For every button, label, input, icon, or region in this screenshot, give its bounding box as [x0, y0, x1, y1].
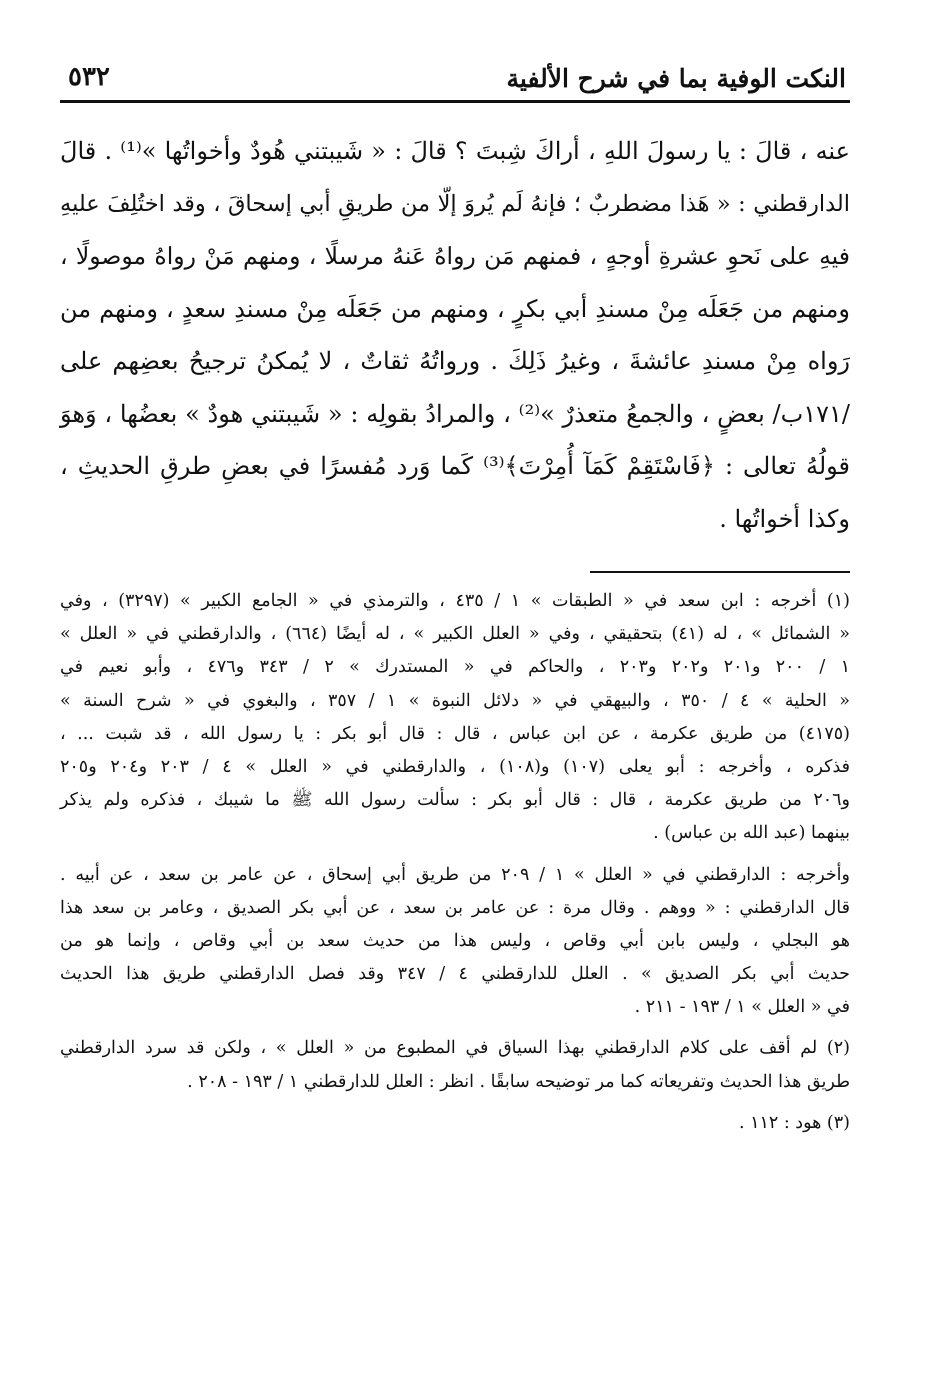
footnote-line: ١ / ٢٠٠ و٢٠١ و٢٠٢ و٢٠٣ ، والحاكم في « المستدرك » ٢ / ٣٤٣ و٤٧٦ ، وأبو نعيم في	[60, 657, 850, 678]
footnote-line: فذكره ، وأخرجه : أبو يعلى (١٠٧) و(١٠٨) ، والدارقطني في « العلل » ٤ / ٢٠٣ و٢٠٤ و٢٠٥	[60, 756, 851, 777]
page-header	[60, 50, 850, 103]
book-page	[60, 50, 850, 1350]
footnote-1-continued	[60, 859, 850, 1025]
footnote-2	[60, 1032, 850, 1098]
footnote-1	[60, 585, 850, 851]
footnote-3	[60, 1107, 850, 1140]
main-text-line: رَواه مِنْ مسندِ عائشةَ ، وغيرُ ذَلِكَ . ورواتُهُ ثقاتٌ ، لا يُمكنُ ترجيحُ بعضِهم على	[60, 347, 850, 375]
footnote-line: (٢) لم أقف على كلام الدارقطني بهذا السياق في المطبوع من « العلل » ، ولكن قد سرد الدارقطني	[60, 1038, 850, 1059]
main-text-line: عنه ، قالَ : يا رسولَ اللهِ ، أراكَ شِبتَ ؟ قالَ : « شَيبتني هُودٌ وأخواتُها »⁽¹⁾ . قالَ	[60, 137, 850, 165]
page-number: ٥٣٢	[68, 62, 110, 92]
footnote-separator	[590, 571, 850, 573]
main-text-line: الدارقطني : « هَذا مضطربٌ ؛ فإنهُ لَم يُروَ إلّا من طريقِ أبي إسحاقَ ، وقد اختُلِفَ عليهِ	[60, 190, 850, 217]
main-text-line: فيهِ على نَحوِ عشرةِ أوجهٍ ، فمنهم مَن رواهُ عَنهُ مرسلًا ، ومنهم مَنْ رواهُ موصولًا ،	[60, 242, 850, 270]
footnote-line: و٢٠٦ من طريق عكرمة ، قال : قال أبو بكر : سألت رسول الله ﷺ ما شيبك ، فذكره ولم يذكر	[60, 790, 850, 811]
main-text-line: ومنهم من جَعَلَه مِنْ مسندِ أبي بكرٍ ، ومنهم من جَعَلَه مِنْ مسندِ سعدٍ ، ومنهم من	[60, 294, 850, 323]
footnote-line: هو البجلي ، وليس بابن أبي وقاص ، وليس هذا من حديث سعد بن أبي وقاص ، وإنما هو من	[60, 930, 850, 951]
footnote-line: (٣) هود : ١١٢ .	[738, 1112, 850, 1133]
footnote-line: (١) أخرجه : ابن سعد في « الطبقات » ١ / ٤٣٥ ، والترمذي في « الجامع الكبير » (٣٢٩٧) ، وفي	[60, 591, 850, 611]
footnote-line: (٤١٧٥) من طريق عكرمة ، عن ابن عباس ، قال : قال أبو بكر : يا رسول الله ، قد شبت ... ،	[60, 723, 850, 744]
footnote-line: قال الدارقطني : « ووهم . وقال مرة : عن عامر بن سعد ، عن أبي بكر الصديق ، وعامر بن سعد هذا	[60, 897, 850, 918]
footnotes	[60, 585, 850, 1140]
footnote-line: حديث أبي بكر الصديق » . العلل للدارقطني ٤ / ٣٤٧ وقد فصل الدارقطني طريق هذا الحديث	[60, 964, 850, 985]
footnote-line: « الشمائل » ، له (٤١) بتحقيقي ، وفي « العلل الكبير » ، له أيضًا (٦٦٤) ، والدارقطني في « العلل »	[60, 624, 850, 645]
footnote-line: بينهما (عبد الله بن عباس) .	[653, 823, 850, 844]
footnote-line: طريق هذا الحديث وتفريعاته كما مر توضيحه سابقًا . انظر : العلل للدارقطني ١ / ١٩٣ - ٢٠٨ .	[187, 1071, 850, 1092]
book-title: النكت الوفية بما في شرح الألفية	[506, 64, 846, 93]
main-text-line: وكذا أخواتُها .	[719, 504, 850, 533]
footnote-line: « الحلية » ٤ / ٣٥٠ ، والبيهقي في « دلائل النبوة » ١ / ٣٥٧ ، والبغوي في « شرح السنة »	[60, 690, 850, 711]
footnote-line: وأخرجه : الدارقطني في « العلل » ١ / ٢٠٩ من طريق أبي إسحاق ، عن عامر بن سعد ، عن أبيه .	[60, 864, 850, 885]
main-text	[60, 125, 850, 545]
main-text-line: /١٧١ب/ بعضٍ ، والجمعُ متعذرٌ »⁽²⁾ ، والمرادُ بقولِه : « شَيبتني هودٌ » بعضُها ، وَهوَ	[60, 399, 850, 428]
footnote-line: في « العلل » ١ / ١٩٣ - ٢١١ .	[634, 997, 850, 1018]
main-text-line: قولُهُ تعالى : ﴿فَاسْتَقِمْ كَمَآ أُمِرْتَ﴾⁽³⁾ كَما وَرد مُفسرًا في بعضِ طرقِ الحديثِ ،	[60, 452, 850, 480]
